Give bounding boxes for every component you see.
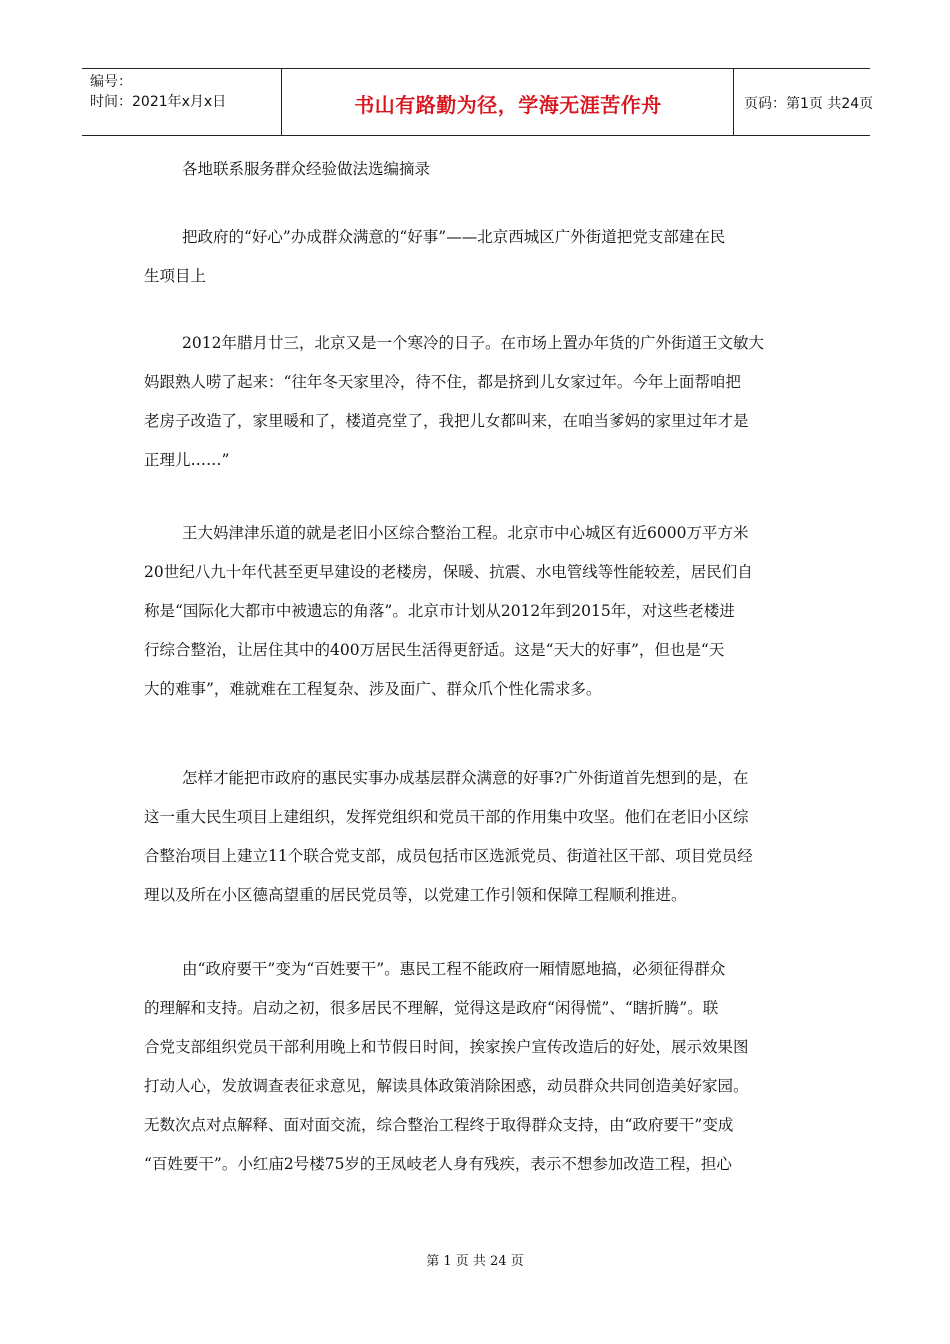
paragraph-4: [144, 759, 824, 915]
paragraph-line: 称是“国际化大都市中被遗忘的角落”。北京市计划从2012年到2015年，对这些老楼进: [144, 602, 735, 620]
paragraph-line: 怎样才能把市政府的惠民实事办成基层群众满意的好事?广外街道首先想到的是，在: [182, 769, 749, 787]
header-right-cell: [734, 69, 874, 135]
paragraph-line: 这一重大民生项目上建组织，发挥党组织和党员干部的作用集中攻坚。他们在老旧小区综: [144, 808, 749, 826]
paragraph-line: 老房子改造了，家里暖和了，楼道亮堂了，我把儿女都叫来，在咱当爹妈的家里过年才是: [144, 412, 749, 430]
paragraph-line: 20世纪八九十年代甚至更早建设的老楼房，保暖、抗震、水电管线等性能较差，居民们自: [144, 563, 753, 581]
paragraph-line: 把政府的“好心”办成群众满意的“好事”——北京西城区广外街道把党支部建在民: [182, 228, 726, 246]
paragraph-line: 理以及所在小区德高望重的居民党员等，以党建工作引领和保障工程顺利推进。: [144, 886, 687, 904]
paragraph-line: 生项目上: [144, 267, 207, 285]
page-footer: 第 1 页 共 24 页: [426, 1254, 524, 1269]
paragraph-1: [144, 218, 824, 296]
header-motto: 书山有路勤为径，学海无涯苦作舟: [354, 93, 662, 117]
paragraph-line: 正理儿……”: [144, 451, 230, 469]
document-time-label: 时间：2021年x月x日: [90, 94, 227, 110]
header-left-cell: [82, 69, 282, 135]
paragraph-line: 妈跟熟人唠了起来：“往年冬天家里冷，待不住，都是挤到儿女家过年。今年上面帮咱把: [144, 373, 741, 391]
paragraph-line: 合党支部组织党员干部利用晚上和节假日时间，挨家挨户宣传改造后的好处，展示效果图: [144, 1038, 749, 1056]
paragraph-3: [144, 514, 824, 709]
document-title: 各地联系服务群众经验做法选编摘录: [182, 160, 431, 178]
paragraph-line: 大的难事”，难就难在工程复杂、涉及面广、群众爪个性化需求多。: [144, 680, 602, 698]
paragraph-line: 无数次点对点解释、面对面交流，综合整治工程终于取得群众支持，由“政府要干”变成: [144, 1116, 734, 1134]
paragraph-line: 打动人心，发放调查表征求意见，解读具体政策消除困惑，动员群众共同创造美好家园。: [144, 1077, 749, 1095]
paragraph-line: 王大妈津津乐道的就是老旧小区综合整治工程。北京市中心城区有近6000万平方米: [182, 524, 749, 542]
header-page-info: 页码：第1页 共24页: [744, 96, 874, 112]
document-number-label: 编号：: [90, 74, 132, 90]
paragraph-5: [144, 950, 824, 1184]
paragraph-line: 的理解和支持。启动之初，很多居民不理解，觉得这是政府“闲得慌”、“瞎折腾”。联: [144, 999, 719, 1017]
paragraph-line: 由“政府要干”变为“百姓要干”。惠民工程不能政府一厢情愿地搞，必须征得群众: [182, 960, 726, 978]
paragraph-line: 合整治项目上建立11个联合党支部，成员包括市区选派党员、街道社区干部、项目党员经: [144, 847, 753, 865]
header-middle-cell: [282, 69, 734, 135]
paragraph-line: 行综合整治，让居住其中的400万居民生活得更舒适。这是“天大的好事”，但也是“天: [144, 641, 725, 659]
paragraph-line: 2012年腊月廿三，北京又是一个寒冷的日子。在市场上置办年货的广外街道王文敏大: [182, 334, 764, 352]
paragraph-line: “百姓要干”。小红庙2号楼75岁的王凤岐老人身有残疾，表示不想参加改造工程，担心: [144, 1155, 732, 1173]
paragraph-2: [144, 324, 824, 480]
header-table: [82, 68, 874, 136]
